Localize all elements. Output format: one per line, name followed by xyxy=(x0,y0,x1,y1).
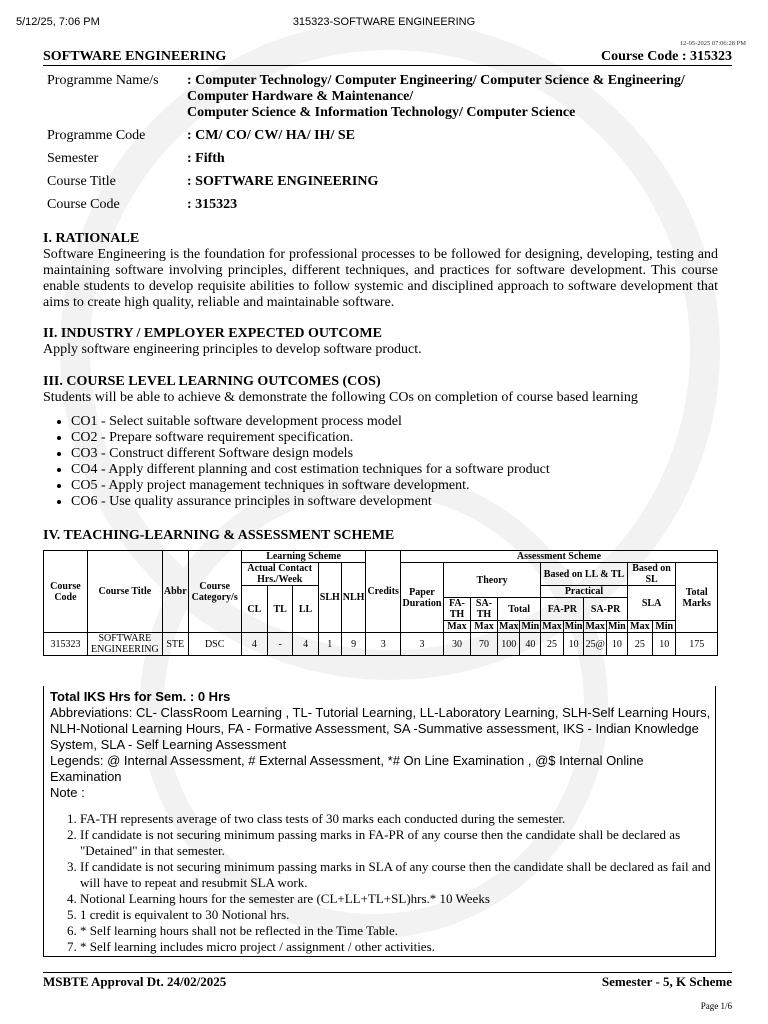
th-abbr: Abbr xyxy=(162,551,188,633)
th-fa-th: FA-TH xyxy=(443,598,470,621)
table-cell: STE xyxy=(162,633,188,656)
list-item: • CO3 - Construct different Software design models xyxy=(71,446,718,462)
table-cell: 315323 xyxy=(44,633,88,656)
th-min: Min xyxy=(564,621,583,632)
document-timestamp: 12-05-2025 07:06:28 PM xyxy=(679,40,746,47)
th-cl: CL xyxy=(241,586,267,633)
list-item: • CO4 - Apply different planning and cost estimation techniques for a software product xyxy=(71,462,718,478)
th-min: Min xyxy=(653,621,676,633)
legends-text: Legends: @ Internal Assessment, # External Assessment, *# On Line Examination , @$ Internal Online Examination xyxy=(50,753,644,784)
list-item: 3. If candidate is not securing minimum passing marks in SLA of any course then the candidate shall be declared as fail and will have to repeat and resubmit SLA work. xyxy=(80,859,715,891)
info-value: : 315323 xyxy=(187,197,238,212)
info-value: : CM/ CO/ CW/ HA/ IH/ SE xyxy=(187,128,356,143)
approval-date: MSBTE Approval Dt. 24/02/2025 xyxy=(43,974,227,989)
section-course-outcomes xyxy=(43,374,718,510)
section-text: Students will be able to achieve & demonstrate the following COs on completion of course based learning xyxy=(43,390,638,405)
section-heading: IV. TEACHING-LEARNING & ASSESSMENT SCHEME xyxy=(43,528,395,543)
table-cell: 10 xyxy=(606,633,627,656)
table-row xyxy=(44,633,718,656)
th-fa-pr: FA-PR xyxy=(541,598,584,621)
table-cell: 70 xyxy=(470,633,497,656)
title-row xyxy=(43,49,732,66)
th-max: Max xyxy=(470,621,497,633)
th-paper-duration: Paper Duration xyxy=(400,563,443,633)
browser-title: 315323-SOFTWARE ENGINEERING xyxy=(292,16,476,28)
th-total: Total xyxy=(498,598,541,621)
list-item: • CO1 - Select suitable software development process model xyxy=(71,414,718,430)
info-label: Programme Code xyxy=(47,128,146,143)
list-item: 1. FA-TH represents average of two class tests of 30 marks each conducted during the semester. xyxy=(80,811,715,827)
th-max: Max xyxy=(499,621,519,632)
th-nlh: NLH xyxy=(341,563,366,633)
section-text: Software Engineering is the foundation for professional processes to be followed for designing, developing, testing and maintaining software involving principles, different techniques, and practices for software development. This course enable students to develop requisite abilities to follow systemic and disciplined approach to software development that aims to create high quality, reliable and maintainable software. xyxy=(43,247,718,310)
th-practical: Practical xyxy=(541,586,627,598)
info-label: Semester xyxy=(47,151,99,166)
table-cell: 3 xyxy=(366,633,400,656)
th-assessment-scheme: Assessment Scheme xyxy=(400,551,717,563)
list-item: 6. * Self learning hours shall not be reflected in the Time Table. xyxy=(80,923,715,939)
programme-info-table xyxy=(43,72,689,219)
th-max: Max xyxy=(585,621,605,632)
th-ll: LL xyxy=(293,586,318,633)
table-cell: 10 xyxy=(653,633,676,656)
th-sla: SLA xyxy=(627,586,676,621)
info-value: : Fifth xyxy=(187,151,225,166)
abbreviations-text: Abbreviations: CL- ClassRoom Learning , TL- Tutorial Learning, LL-Laboratory Learning, SLH-Self Learning Hours, NLH-Notional Learning Hours, FA - Formative Assessment, SA -Summative assessment, IKS - Indian Knowledge System, SLA - Self Learning Assessment xyxy=(50,705,711,752)
table-cell: 9 xyxy=(341,633,366,656)
table-cell: 4 xyxy=(241,633,267,656)
list-item: • CO2 - Prepare software requirement specification. xyxy=(71,430,718,446)
list-item: 7. * Self learning includes micro project / assignment / other activities. xyxy=(80,939,715,955)
section-text: Apply software engineering principles to develop software product. xyxy=(43,342,422,357)
list-item: • CO6 - Use quality assurance principles in software development xyxy=(71,494,718,510)
th-category: Course Category/s xyxy=(188,551,241,633)
info-value: : SOFTWARE ENGINEERING xyxy=(187,174,379,189)
th-course-code: Course Code xyxy=(44,551,88,633)
iks-hours: Total IKS Hrs for Sem. : 0 Hrs xyxy=(50,689,231,704)
section-heading: I. RATIONALE xyxy=(43,231,140,246)
table-cell: 100 xyxy=(498,633,520,656)
semester-scheme: Semester - 5, K Scheme xyxy=(601,974,732,989)
th-credits: Credits xyxy=(366,551,400,633)
th-min: Min xyxy=(607,621,626,632)
section-heading: II. INDUSTRY / EMPLOYER EXPECTED OUTCOME xyxy=(43,326,382,341)
table-cell: 175 xyxy=(676,633,718,656)
th-theory: Theory xyxy=(443,563,540,598)
th-based-sl: Based on SL xyxy=(627,563,676,586)
table-cell: 1 xyxy=(318,633,341,656)
co-list xyxy=(43,414,718,510)
info-label: Course Title xyxy=(47,174,116,189)
th-min: Min xyxy=(521,621,540,632)
table-cell: 40 xyxy=(520,633,541,656)
th-course-title: Course Title xyxy=(87,551,162,633)
course-title-heading: SOFTWARE ENGINEERING xyxy=(43,49,227,64)
notes-box xyxy=(43,686,716,957)
th-max: Max xyxy=(542,621,562,632)
table-cell: 4 xyxy=(293,633,318,656)
th-total-marks: Total Marks xyxy=(676,563,718,633)
table-cell: 25 xyxy=(627,633,652,656)
browser-datetime: 5/12/25, 7:06 PM xyxy=(16,16,100,28)
table-cell: 3 xyxy=(400,633,443,656)
table-cell: 25 xyxy=(541,633,563,656)
table-cell: 30 xyxy=(443,633,470,656)
section-rationale xyxy=(43,231,718,311)
table-cell: - xyxy=(267,633,292,656)
list-item: • CO5 - Apply project management techniques in software development. xyxy=(71,478,718,494)
teaching-scheme-table xyxy=(43,550,718,656)
info-value: : Computer Technology/ Computer Engineering/ Computer Science & Engineering/ Computer Hardware & Maintenance/ Computer Science & Information Technology/ Computer Science xyxy=(187,73,685,120)
table-cell: DSC xyxy=(188,633,241,656)
page-number: Page 1/6 xyxy=(700,1001,732,1011)
info-label: Course Code xyxy=(47,197,120,212)
table-cell: SOFTWARE ENGINEERING xyxy=(87,633,162,656)
page-footer xyxy=(43,972,732,990)
th-tl: TL xyxy=(267,586,292,633)
note-label: Note : xyxy=(50,785,85,800)
th-max: Max xyxy=(627,621,652,633)
table-cell: 25@ xyxy=(584,633,606,656)
section-heading: III. COURSE LEVEL LEARNING OUTCOMES (COS) xyxy=(43,374,381,389)
list-item: 5. 1 credit is equivalent to 30 Notional hrs. xyxy=(80,907,715,923)
th-based-ll: Based on LL & TL xyxy=(541,563,627,586)
th-sa-pr: SA-PR xyxy=(584,598,627,621)
th-actual-contact: Actual Contact Hrs./Week xyxy=(241,563,318,586)
course-code-heading: Course Code : 315323 xyxy=(600,49,732,64)
th-sa-th: SA-TH xyxy=(470,598,497,621)
section-industry-outcome xyxy=(43,326,718,358)
th-max: Max xyxy=(443,621,470,633)
th-learning-scheme: Learning Scheme xyxy=(241,551,366,563)
section-scheme xyxy=(43,528,718,544)
notes-list xyxy=(50,811,715,955)
info-label: Programme Name/s xyxy=(47,73,159,88)
th-slh: SLH xyxy=(318,563,341,633)
table-cell: 10 xyxy=(563,633,584,656)
list-item: 2. If candidate is not securing minimum passing marks in FA-PR of any course then the candidate shall be declared as "Detained" in that semester. xyxy=(80,827,715,859)
list-item: 4. Notional Learning hours for the semester are (CL+LL+TL+SL)hrs.* 10 Weeks xyxy=(80,891,715,907)
